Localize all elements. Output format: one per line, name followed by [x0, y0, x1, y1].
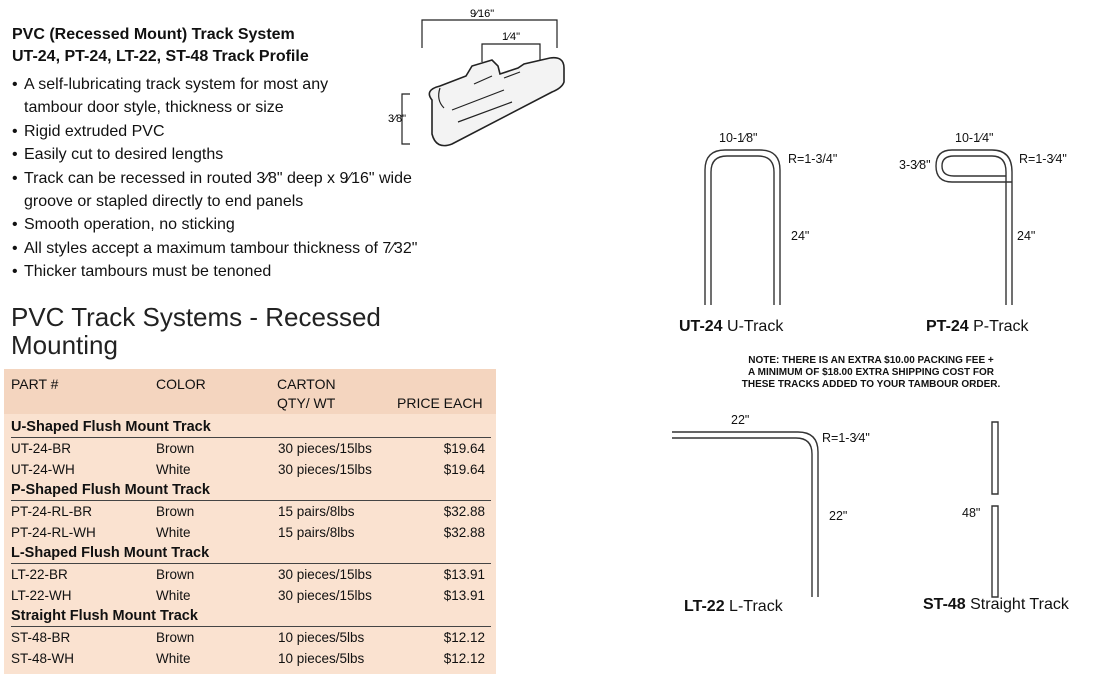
cell-qty: 30 pieces/15lbs — [278, 567, 372, 582]
ut-radius-label: R=1-3/4" — [788, 152, 838, 166]
cell-price: $13.91 — [443, 588, 485, 603]
col-header-price: PRICE EACH — [397, 395, 483, 411]
section-title-line2: Mounting — [11, 330, 118, 360]
cell-price: $19.64 — [443, 462, 485, 477]
price-table-header — [4, 369, 496, 414]
cell-qty: 10 pieces/5lbs — [278, 630, 365, 645]
group-heading: U-Shaped Flush Mount Track — [11, 419, 211, 435]
price-table — [4, 369, 496, 674]
cell-color: White — [156, 462, 191, 477]
lt-name: L-Track — [724, 598, 783, 615]
group-divider — [11, 500, 491, 501]
feature-item: • Rigid extruded PVC — [12, 120, 482, 143]
table-row — [11, 462, 491, 483]
feature-item: • Easily cut to desired lengths — [12, 143, 482, 166]
section-title: PVC Track Systems - Recessed — [11, 302, 381, 332]
product-subtitle: UT-24, PT-24, LT-22, ST-48 Track Profile — [12, 48, 309, 65]
track-profile-diagram — [388, 4, 582, 154]
pt-side-label: 3-3⁄8" — [899, 158, 931, 172]
p-track-inner — [942, 156, 1006, 305]
shipping-note — [700, 355, 1042, 391]
cell-part: ST-48-BR — [11, 630, 71, 645]
u-track-inner — [711, 156, 774, 305]
st-name: Straight Track — [965, 596, 1069, 613]
cell-color: Brown — [156, 504, 195, 519]
l-track-shape — [672, 432, 818, 597]
table-row — [11, 525, 491, 546]
col-header-qty: QTY/ WT — [277, 395, 336, 411]
col-header-color: COLOR — [156, 376, 206, 392]
cell-qty: 30 pieces/15lbs — [278, 441, 372, 456]
cell-color: White — [156, 651, 191, 666]
lt-code: LT-22 — [684, 598, 725, 615]
group-heading: P-Shaped Flush Mount Track — [11, 482, 210, 498]
lt-radius-label: R=1-3⁄4" — [822, 431, 870, 445]
lt-top-label: 22" — [731, 413, 750, 427]
cell-color: Brown — [156, 441, 195, 456]
cell-price: $32.88 — [443, 525, 485, 540]
cell-qty: 30 pieces/15lbs — [278, 462, 372, 477]
feature-item: • Smooth operation, no sticking — [12, 213, 482, 236]
cell-qty: 10 pieces/5lbs — [278, 651, 365, 666]
cell-price: $13.91 — [443, 567, 485, 582]
feature-item: • All styles accept a maximum tambour thickness of 7⁄32" — [12, 237, 482, 260]
group-heading: L-Shaped Flush Mount Track — [11, 545, 210, 561]
cell-qty: 15 pairs/8lbs — [278, 504, 355, 519]
table-row — [11, 441, 491, 462]
u-track-shape — [705, 150, 780, 305]
pt-radius-label: R=1-3⁄4" — [1019, 152, 1067, 166]
p-track-shape — [936, 150, 1012, 305]
ut-name: U-Track — [722, 318, 784, 335]
note-line: THESE TRACKS ADDED TO YOUR TAMBOUR ORDER. — [741, 379, 1001, 390]
cell-color: Brown — [156, 630, 195, 645]
cell-price: $19.64 — [443, 441, 485, 456]
note-line: NOTE: THERE IS AN EXTRA $10.00 PACKING FEE + — [748, 355, 994, 366]
cell-price: $12.12 — [443, 651, 485, 666]
straight-track-lower — [992, 506, 998, 597]
cell-qty: 30 pieces/15lbs — [278, 588, 372, 603]
table-row — [11, 630, 491, 651]
pt-name: P-Track — [968, 318, 1029, 335]
st-length-label: 48" — [962, 506, 981, 520]
note-line: A MINIMUM OF $18.00 EXTRA SHIPPING COST FOR — [748, 367, 994, 378]
pt-code: PT-24 — [926, 318, 969, 335]
cell-part: LT-22-WH — [11, 588, 72, 603]
cell-color: White — [156, 588, 191, 603]
table-row — [11, 588, 491, 609]
pt-caption — [926, 318, 1029, 336]
cell-qty: 15 pairs/8lbs — [278, 525, 355, 540]
ut-code: UT-24 — [679, 318, 723, 335]
ut-width-label: 10-1⁄8" — [719, 131, 758, 145]
group-heading: Straight Flush Mount Track — [11, 608, 198, 624]
ut-caption — [679, 318, 783, 336]
table-row — [11, 651, 491, 672]
pt-length-label: 24" — [1017, 229, 1036, 243]
profile-width-label: 9⁄16" — [470, 8, 495, 20]
pt-width-label: 10-1⁄4" — [955, 131, 994, 145]
st-caption — [923, 596, 1069, 614]
cell-price: $32.88 — [443, 504, 485, 519]
cell-price: $12.12 — [443, 630, 485, 645]
col-header-carton: CARTON — [277, 376, 336, 392]
lt-length-label: 22" — [829, 509, 848, 523]
feature-item-continued: groove or stapled directly to end panels — [24, 193, 304, 211]
feature-item-continued: tambour door style, thickness or size — [24, 99, 284, 117]
profile-height-label: 3⁄8" — [388, 113, 406, 125]
profile-inner-label: 1⁄4" — [502, 31, 520, 43]
group-divider — [11, 563, 491, 564]
cell-part: PT-24-RL-BR — [11, 504, 93, 519]
cell-color: White — [156, 525, 191, 540]
group-divider — [11, 626, 491, 627]
l-track-inner — [672, 438, 812, 597]
st-code: ST-48 — [923, 596, 966, 613]
cell-part: PT-24-RL-WH — [11, 525, 96, 540]
col-header-part: PART # — [11, 376, 59, 392]
cell-part: UT-24-WH — [11, 462, 75, 477]
feature-item: • A self-lubricating track system for most any — [12, 73, 482, 96]
cell-part: ST-48-WH — [11, 651, 75, 666]
group-divider — [11, 437, 491, 438]
cell-color: Brown — [156, 567, 195, 582]
table-row — [11, 504, 491, 525]
feature-item: • Thicker tambours must be tenoned — [12, 260, 482, 283]
cell-part: LT-22-BR — [11, 567, 68, 582]
lt-caption — [684, 598, 783, 616]
feature-item: • Track can be recessed in routed 3⁄8" deep x 9⁄16" wide — [12, 167, 482, 190]
ut-length-label: 24" — [791, 229, 810, 243]
table-row — [11, 567, 491, 588]
cell-part: UT-24-BR — [11, 441, 72, 456]
product-title: PVC (Recessed Mount) Track System — [12, 26, 295, 43]
straight-track-upper — [992, 422, 998, 494]
